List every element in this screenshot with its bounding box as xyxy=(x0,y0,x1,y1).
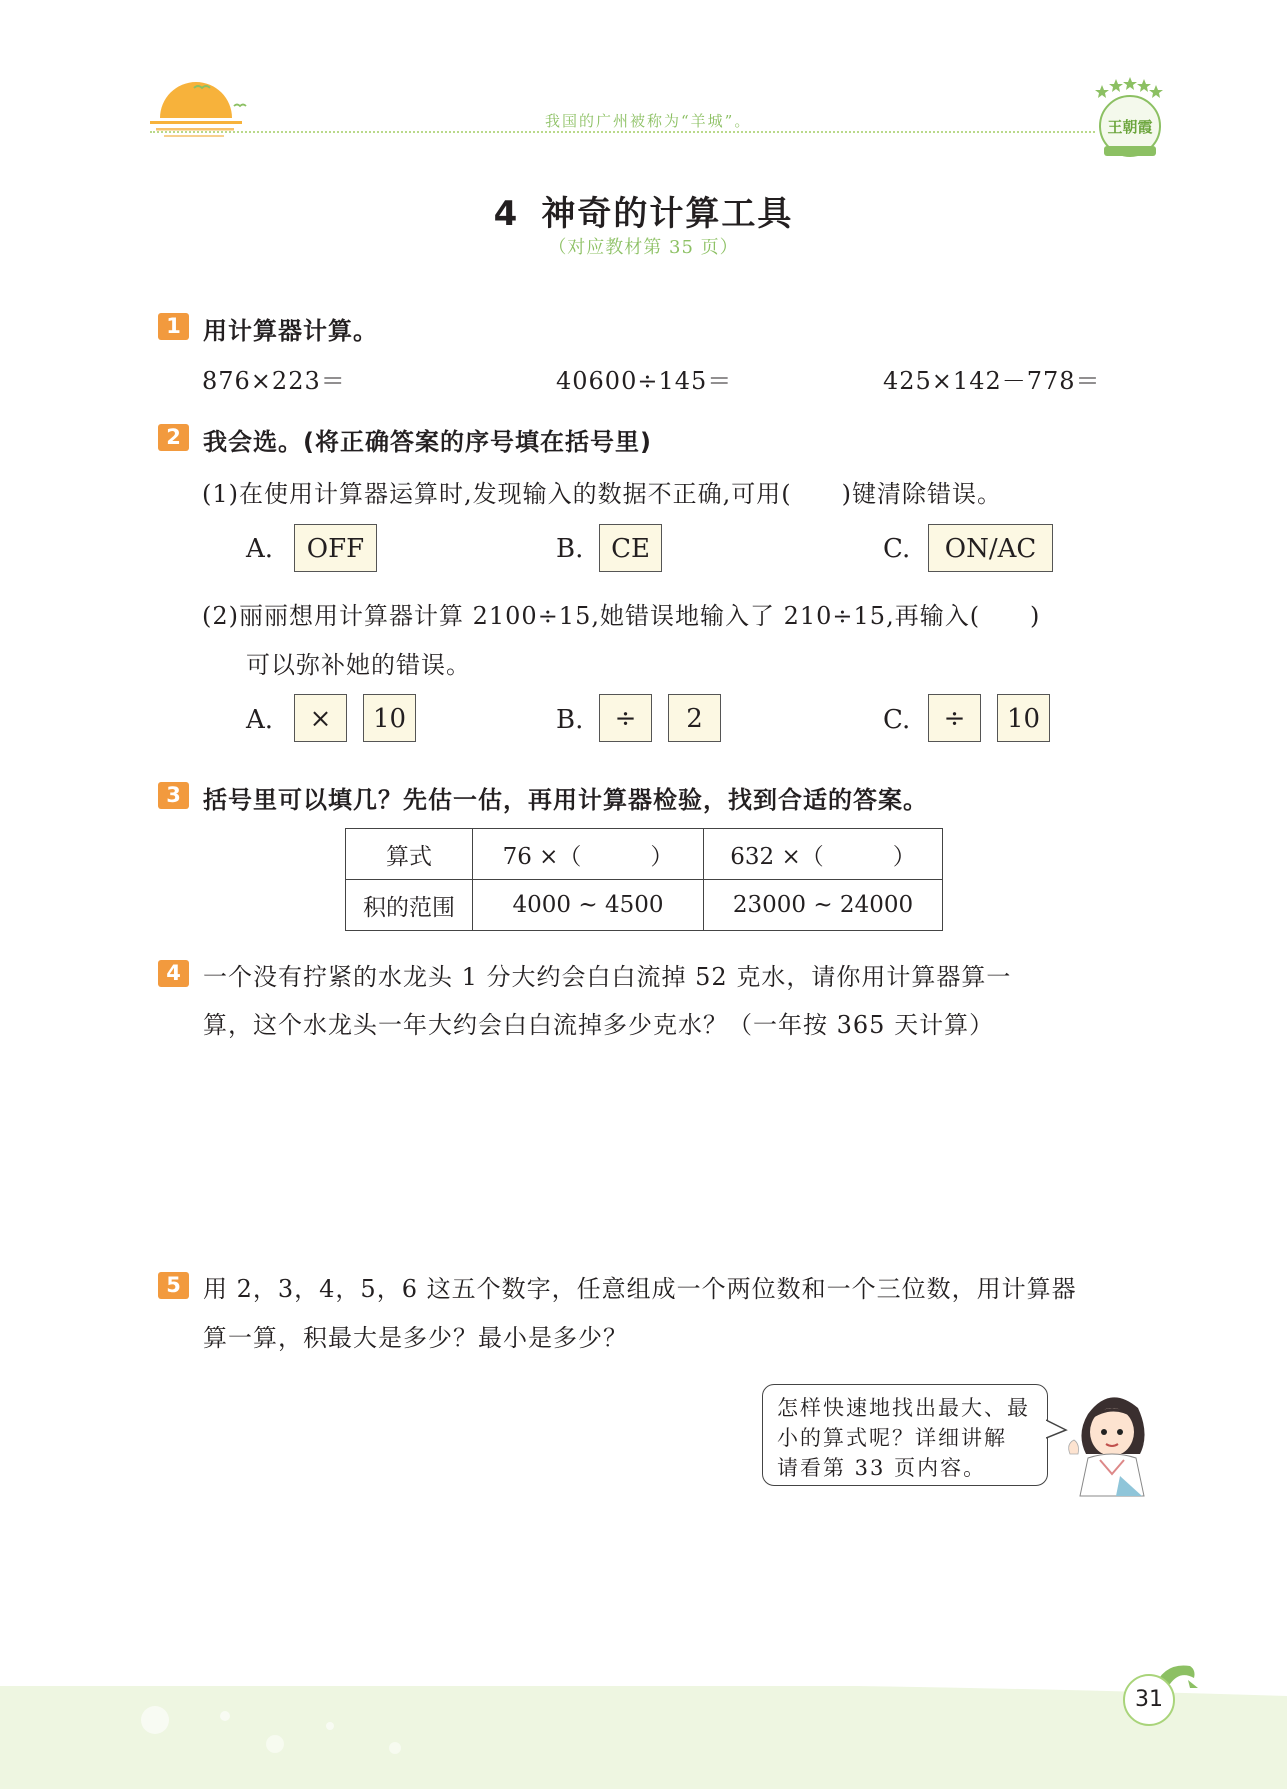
footer-background xyxy=(0,1686,1287,1789)
table-header-cell: 积的范围 xyxy=(346,880,473,931)
q2-sub1-text: (1)在使用计算器运算时,发现输入的数据不正确,可用( )键清除错误。 xyxy=(202,480,1002,508)
question-4-line1: 一个没有拧紧的水龙头 1 分大约会白白流掉 52 克水，请你用计算器算一 xyxy=(203,963,1012,991)
table-cell[interactable]: 76 ×（ ） xyxy=(473,829,704,880)
q2-sub2-option-b-key-2[interactable]: 2 xyxy=(668,694,721,742)
question-2-title: 我会选。(将正确答案的序号填在括号里) xyxy=(203,428,652,456)
q2-sub2-option-c-key-2[interactable]: 10 xyxy=(997,694,1050,742)
q2-sub2-option-a-key-2[interactable]: 10 xyxy=(363,694,416,742)
table-cell: 4000 ~ 4500 xyxy=(473,880,704,931)
tip-line-1: 怎样快速地找出最大、最 xyxy=(777,1396,1030,1420)
q2-sub1-option-c-key[interactable]: ON/AC xyxy=(928,524,1053,572)
lesson-number: 4 xyxy=(493,194,520,234)
q1-item-1: 876×223＝ xyxy=(202,367,346,395)
q2-sub2-option-a-key-1[interactable]: × xyxy=(294,694,347,742)
lesson-title xyxy=(0,186,1287,235)
q2-sub1-option-b-label: B. xyxy=(556,534,584,564)
table-cell[interactable]: 632 ×（ ） xyxy=(704,829,943,880)
question-3-title: 括号里可以填几？先估一估，再用计算器检验，找到合适的答案。 xyxy=(203,786,928,814)
question-number-4: 4 xyxy=(158,960,189,987)
question-1-title: 用计算器计算。 xyxy=(203,317,378,345)
question-5-line1: 用 2，3，4，5，6 这五个数字，任意组成一个两位数和一个三位数，用计算器 xyxy=(203,1275,1077,1303)
q2-sub2-option-c-key-1[interactable]: ÷ xyxy=(928,694,981,742)
estimation-table xyxy=(345,828,943,931)
q1-item-3: 425×142－778＝ xyxy=(883,367,1101,395)
sunset-icon xyxy=(150,76,260,146)
q1-item-2: 40600÷145＝ xyxy=(556,367,733,395)
q2-sub1-option-a-label: A. xyxy=(246,534,274,564)
q2-sub2-option-a-label: A. xyxy=(246,705,274,735)
question-number-1: 1 xyxy=(158,313,189,340)
lesson-title-text: 神奇的计算工具 xyxy=(541,194,794,234)
q2-sub1-option-a-key[interactable]: OFF xyxy=(294,524,377,572)
table-cell: 23000 ~ 24000 xyxy=(704,880,943,931)
svg-text:王朝霞: 王朝霞 xyxy=(1107,118,1153,136)
header-dotted-line xyxy=(150,131,1095,133)
q2-sub1-option-b-key[interactable]: CE xyxy=(599,524,662,572)
q2-sub2-option-b-label: B. xyxy=(556,705,584,735)
publisher-logo xyxy=(1088,76,1168,166)
question-number-2: 2 xyxy=(158,424,189,451)
page-number: 31 xyxy=(1123,1674,1175,1726)
question-4-line2: 算，这个水龙头一年大约会白白流掉多少克水？（一年按 365 天计算） xyxy=(203,1011,995,1039)
question-5-line2: 算一算，积最大是多少？最小是多少？ xyxy=(203,1324,628,1352)
table-row xyxy=(346,829,943,880)
tip-line-2: 小的算式呢？详细讲解 xyxy=(777,1426,1007,1450)
q2-sub2-line1: (2)丽丽想用计算器计算 2100÷15,她错误地输入了 210÷15,再输入( ) xyxy=(202,602,1041,630)
table-row xyxy=(346,880,943,931)
lesson-subtitle: （对应教材第 35 页） xyxy=(548,237,739,258)
header-fact: 我国的广州被称为“羊城”。 xyxy=(545,112,752,130)
q2-sub1-option-c-label: C. xyxy=(883,534,911,564)
q2-sub2-option-b-key-1[interactable]: ÷ xyxy=(599,694,652,742)
tip-speech-bubble xyxy=(762,1384,1048,1486)
q2-sub2-line2: 可以弥补她的错误。 xyxy=(246,651,471,679)
tip-line-3: 请看第 33 页内容。 xyxy=(777,1456,987,1480)
q2-sub2-option-c-label: C. xyxy=(883,705,911,735)
question-number-5: 5 xyxy=(158,1272,189,1299)
girl-illustration xyxy=(1060,1384,1160,1499)
question-number-3: 3 xyxy=(158,782,189,809)
table-header-cell: 算式 xyxy=(346,829,473,880)
